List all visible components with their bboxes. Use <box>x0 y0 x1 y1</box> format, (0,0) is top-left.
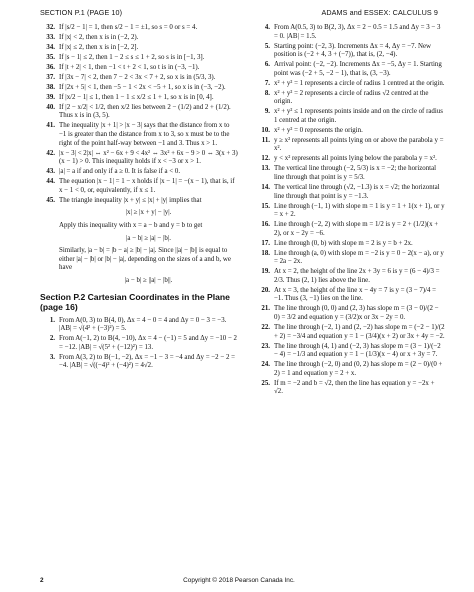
exercise-text: The vertical line through (−2, 5/3) is x = −2; the horizontal line through that point is y = 5/3. <box>274 165 437 182</box>
exercise-number: 39. <box>46 93 55 101</box>
exercise-number: 32. <box>46 24 55 31</box>
exercise-item <box>255 221 445 238</box>
exercise-number: 41. <box>46 122 55 130</box>
exercise-item <box>255 380 445 397</box>
exercise-item <box>40 64 238 73</box>
exercise-number: 36. <box>46 63 55 71</box>
exercise-text: Arrival point: (−2, −2). Increments Δx = −5, Δy = 1. Starting point was (−2 + 5, −2 − 1), that is, (3, −3). <box>274 61 442 77</box>
paragraph: Similarly, |a − b| = |b − a| ≥ |b| − |a|. Since ||a| − |b|| is equal to either |a| − |b| or |b| − |a|, depending on the sizes of a and b, we have <box>59 247 231 272</box>
exercise-item <box>40 122 238 148</box>
exercise-number: 38. <box>46 83 55 91</box>
exercise-number: 37. <box>46 73 55 81</box>
exercise-item <box>40 317 238 334</box>
exercise-item <box>40 354 238 371</box>
exercise-text: From A(0, 3) to B(4, 0), Δx = 4 − 0 = 4 and Δy = 0 − 3 = −3. |AB| = √(4² + (−3)²) = 5. <box>59 316 227 333</box>
exercise-number: 35. <box>46 53 55 61</box>
exercise-text: If |t + 2| < 1, then −1 < t + 2 < 1, so t is in (−3, −1). <box>59 63 200 71</box>
exercise-item <box>40 150 238 167</box>
exercise-text: At x = 2, the height of the line 2x + 3y = 6 is y = (6 − 4)/3 = 2/3. Thus (2, 1) lies above the line. <box>274 268 440 284</box>
exercise-item <box>40 74 238 83</box>
exercise-number: 24. <box>261 361 270 369</box>
exercise-text: x² + y² ≤ 1 represents points inside and on the circle of radius 1 centred at the origin. <box>274 108 443 124</box>
exercise-text: From A(0.5, 3) to B(2, 3), Δx = 2 − 0.5 = 1.5 and Δy = 3 − 3 = 0. |AB| = 1.5. <box>274 24 441 40</box>
header-section: SECTION P.1 (PAGE 10) <box>40 8 123 17</box>
exercise-text: x² + y² = 1 represents a circle of radius 1 centred at the origin. <box>274 79 445 87</box>
exercise-text: If |x| < 2, then x is in (−2, 2). <box>59 33 139 41</box>
exercise-text: y < x² represents all points lying below the parabola y = x². <box>274 155 437 163</box>
exercise-number: 15. <box>261 202 270 210</box>
exercise-number: 22. <box>261 324 270 332</box>
exercise-text: The equation |x − 1| = 1 − x holds if |x − 1| = −(x − 1), that is, if x − 1 < 0, or, equivalently, if x ≤ 1. <box>59 178 235 194</box>
header-book-title: ADAMS and ESSEX: CALCULUS 9 <box>321 8 438 17</box>
exercise-item <box>255 80 445 89</box>
exercise-item <box>255 287 445 304</box>
exercise-text: From A(3, 2) to B(−1, −2), Δx = −1 − 3 = −4 and Δy = −2 − 2 = −4. |AB| = √((−4)² + (−4)²) = 4√2. <box>59 353 236 370</box>
exercise-number: 6. <box>264 61 270 69</box>
exercise-text: y ≥ x² represents all points lying on or above the parabola y = x². <box>274 136 444 153</box>
exercise-number: 33. <box>46 33 55 41</box>
exercise-number: 43. <box>46 168 55 176</box>
exercise-number: 4. <box>264 24 270 31</box>
exercise-number: 11. <box>261 136 270 144</box>
exercise-item <box>255 43 445 60</box>
exercise-text: If |2x + 5| < 1, then −5 − 1 < 2x < −5 + 1, so x is in (−3, −2). <box>59 83 226 91</box>
exercise-item <box>255 61 445 78</box>
exercise-item <box>40 94 238 103</box>
exercise-number: 7. <box>264 79 270 87</box>
exercise-item <box>255 305 445 322</box>
exercise-item <box>40 168 238 177</box>
exercise-text: The triangle inequality |x + y| ≤ |x| + |y| implies that <box>59 196 202 204</box>
exercise-item <box>255 361 445 378</box>
exercise-number: 9. <box>264 108 270 116</box>
exercise-number: 14. <box>261 184 270 191</box>
exercise-number: 20. <box>261 286 270 294</box>
equation: |a − b| ≥ ||a| − |b||. <box>124 276 173 284</box>
exercise-item <box>255 108 445 125</box>
exercise-text: If |x/2 − 1| ≤ 1, then 1 − 1 ≤ x/2 ≤ 1 + 1, so x is in [0, 4]. <box>59 93 214 101</box>
page-header <box>40 8 438 17</box>
exercise-text: From A(−1, 2) to B(4, −10), Δx = 4 − (−1) = 5 and Δy = −10 − 2 = −12. |AB| = √(5² + (−12)²) = 13. <box>59 335 238 351</box>
exercise-number: 44. <box>46 178 55 186</box>
exercise-number: 2. <box>49 335 55 343</box>
exercise-item <box>255 343 445 360</box>
exercise-item <box>255 137 445 154</box>
exercise-item <box>255 240 445 249</box>
exercise-number: 5. <box>264 42 270 50</box>
exercise-text: The vertical line through (√2, −1.3) is x = √2; the horizontal line through that point is y = −1.3. <box>274 184 440 200</box>
exercise-text: The inequality |x + 1| > |x − 3| says that the distance from x to −1 is greater than the distance from x to 3, so x must be to the right of the point half-way between −1 and 3. Thus x > 1. <box>59 122 230 147</box>
exercise-number: 13. <box>261 165 270 173</box>
exercise-item <box>255 184 445 201</box>
exercise-item <box>255 203 445 220</box>
exercise-text: At x = 3, the height of the line x − 4y = 7 is y = (3 − 7)/4 = −1. Thus (3, −1) lies on the line. <box>274 286 437 303</box>
exercise-text: The line through (0, 0) and (2, 3) has slope m = (3 − 0)/(2 − 0) = 3/2 and equation y = (3/2)x or 3x − 2y = 0. <box>274 305 439 322</box>
exercise-number: 10. <box>261 126 270 134</box>
exercise-number: 42. <box>46 149 55 157</box>
exercise-number: 17. <box>261 239 270 247</box>
exercise-item <box>255 165 445 182</box>
copyright: Copyright © 2018 Pearson Canada Inc. <box>183 577 295 584</box>
exercise-text: x² + y² = 0 represents the origin. <box>274 126 363 134</box>
exercise-number: 12. <box>261 155 270 163</box>
equation: |x| ≥ |x + y| − |y|. <box>125 209 172 217</box>
page-number: 2 <box>40 577 44 584</box>
exercise-item <box>40 44 238 53</box>
exercise-text: If |s/2 − 1| = 1, then s/2 − 1 = ±1, so s = 0 or s = 4. <box>59 24 198 31</box>
right-column <box>255 24 445 398</box>
exercise-number: 21. <box>261 305 270 313</box>
exercise-number: 19. <box>261 268 270 276</box>
exercise-text: |a| = a if and only if a ≥ 0. It is false if a < 0. <box>59 168 181 176</box>
exercise-text: If m = −2 and b = √2, then the line has equation y = −2x + √2. <box>274 379 435 396</box>
exercise-text: Line through (−1, 1) with slope m = 1 is y = 1 + 1(x + 1), or y = x + 2. <box>274 202 445 219</box>
exercise-number: 40. <box>46 103 55 111</box>
exercise-item <box>255 155 445 164</box>
exercise-text: Line through (−2, 2) with slope m = 1/2 is y = 2 + (1/2)(x + 2), or x − 2y = −6. <box>274 221 439 237</box>
exercise-item <box>40 178 238 195</box>
exercise-text: x² + y² = 2 represents a circle of radius √2 centred at the origin. <box>274 89 429 106</box>
exercise-item <box>255 24 445 41</box>
exercise-number: 3. <box>49 353 55 361</box>
section-heading: Section P.2 Cartesian Coordinates in the Plane (page 16) <box>40 291 230 312</box>
exercise-number: 23. <box>261 342 270 350</box>
exercise-number: 8. <box>264 89 270 97</box>
exercise-item <box>255 90 445 107</box>
exercise-text: If |s − 1| ≤ 2, then 1 − 2 ≤ s ≤ 1 + 2, so s is in [−1, 3]. <box>59 53 205 61</box>
exercise-item <box>40 335 238 352</box>
exercise-item <box>40 54 238 63</box>
exercise-text: If |2 − x/2| < 1/2, then x/2 lies between 2 − (1/2) and 2 + (1/2). Thus x is in (3, 5). <box>59 103 231 120</box>
exercise-number: 45. <box>46 196 55 204</box>
exercise-text: The line through (−2, 0) and (0, 2) has slope m = (2 − 0)/(0 + 2) = 1 and equation y = 2 + x. <box>274 361 443 377</box>
exercise-item <box>40 197 238 206</box>
exercise-item <box>40 34 238 43</box>
exercise-item <box>255 250 445 267</box>
exercise-number: 18. <box>261 249 270 257</box>
exercise-text: The line through (−2, 1) and (2, −2) has slope m = (−2 − 1)/(2 + 2) = −3/4 and equation y = 1 − (3/4)(x + 2) or 3x + 4y = −2. <box>274 324 445 340</box>
exercise-text: If |3x − 7| < 2, then 7 − 2 < 3x < 7 + 2, so x is in (5/3, 3). <box>59 73 216 81</box>
exercise-text: If |x| ≤ 2, then x is in [−2, 2]. <box>59 43 139 51</box>
exercise-text: The line through (4, 1) and (−2, 3) has slope m = (3 − 1)/(−2 − 4) = −1/3 and equation y = 1 − (1/3)(x − 4) or x + 3y = 7. <box>274 342 441 359</box>
exercise-item <box>255 127 445 136</box>
exercise-number: 25. <box>261 379 270 387</box>
exercise-text: Line through (a, 0) with slope m = −2 is y = 0 − 2(x − a), or y = 2a − 2x. <box>274 249 444 266</box>
exercise-item <box>40 104 238 121</box>
paragraph: Apply this inequality with x = a − b and y = b to get <box>59 221 203 229</box>
exercise-number: 16. <box>261 221 270 229</box>
equation: |a − b| ≥ |a| − |b|. <box>126 234 171 242</box>
exercise-item <box>40 84 238 93</box>
exercise-item <box>255 324 445 341</box>
exercise-number: 1. <box>49 316 55 324</box>
exercise-item <box>255 268 445 285</box>
exercise-item <box>40 24 238 33</box>
exercise-text: |x − 3| < 2|x| ⇔ x² − 6x + 9 < 4x² ⇔ 3x² + 6x − 9 > 0 ⇔ 3(x + 3)(x − 1) > 0. This inequality holds if x < −3 or x > 1. <box>59 149 238 166</box>
exercise-text: Line through (0, b) with slope m = 2 is y = b + 2x. <box>274 239 413 247</box>
exercise-number: 34. <box>46 43 55 51</box>
left-column <box>40 24 238 372</box>
exercise-text: Starting point: (−2, 3). Increments Δx = 4, Δy = −7. New position is (−2 + 4, 3 + (−7)), that is, (2, −4). <box>274 42 432 59</box>
